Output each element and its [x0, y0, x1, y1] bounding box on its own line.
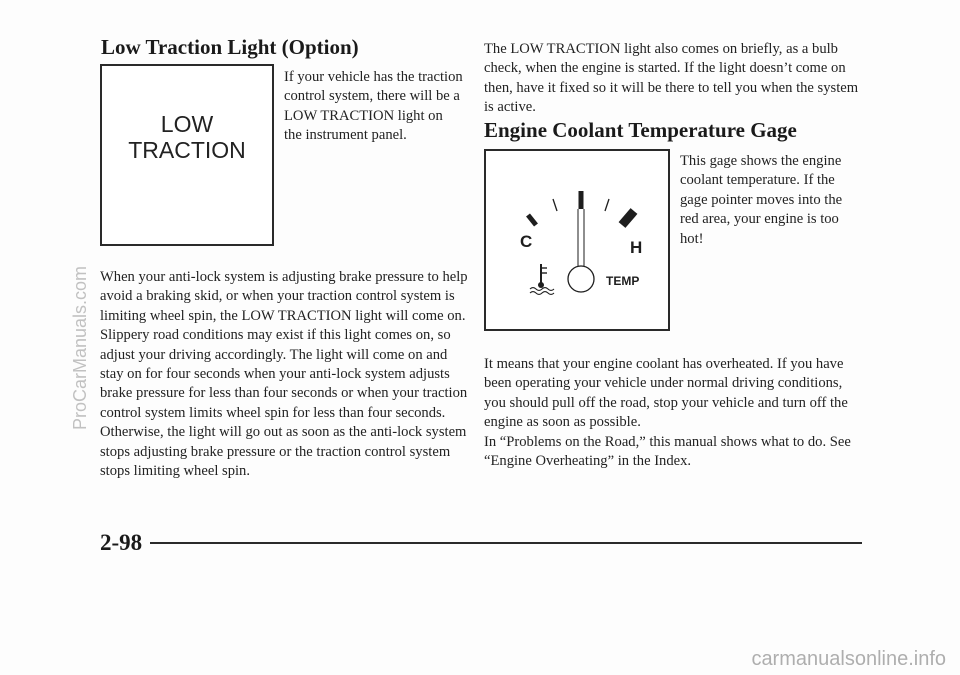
overheat-paragraph: It means that your engine coolant has overheated. If you have been operating your vehicle under normal driving conditions, you should pull off the road, stop your vehicle and turn off the engine as soon as possible. [484, 356, 848, 431]
gauge-red-zone [622, 211, 634, 225]
low-traction-line1: LOW [160, 111, 214, 137]
gauge-cold-label: C [520, 232, 533, 251]
coolant-thermometer-icon [530, 264, 554, 295]
gauge-temp-label: TEMP [606, 274, 640, 288]
side-watermark-text: ProCarManuals.com [70, 265, 90, 430]
gauge-hot-label: H [630, 238, 643, 257]
coolant-gauge-text: This gage shows the engine coolant temperature. If the gage pointer moves into the red area, your engine is too hot! [680, 153, 843, 247]
problems-on-road-paragraph: In “Problems on the Road,” this manual shows what to do. See “Engine Overheating” in the Index. [484, 434, 851, 470]
coolant-gauge-figure [484, 149, 670, 331]
low-traction-line2: TRACTION [128, 137, 246, 163]
coolant-gauge-illustration [486, 151, 668, 329]
low-traction-light-figure [100, 64, 274, 246]
gauge-tick-cold [528, 215, 536, 225]
low-traction-intro: If your vehicle has the traction control system, there will be a LOW TRACTION light on the instrument panel. [284, 69, 463, 144]
low-traction-heading: Low Traction Light (Option) [101, 35, 359, 59]
coolant-gage-heading: Engine Coolant Temperature Gage [484, 118, 797, 142]
gauge-tick-1 [553, 199, 557, 211]
bulb-check-paragraph: The LOW TRACTION light also comes on briefly, as a bulb check, when the engine is started. If the light doesn’t come on then, have it fixed so it will be there to tell you when the system is active. [484, 41, 859, 116]
gauge-pivot [568, 266, 594, 292]
low-traction-indicator [102, 111, 272, 163]
bottom-watermark: carmanualsonline.info [751, 648, 946, 670]
gauge-tick-3 [605, 199, 609, 211]
page-number: 2-98 [100, 530, 143, 555]
footer-rule [150, 542, 862, 544]
low-traction-paragraph: When your anti-lock system is adjusting brake pressure to help avoid a braking skid, or when your traction control system is limiting wheel spin, the LOW TRACTION light will come on. Slippery road conditions may exist if this light comes on, so adjust your driving accordingly. The light will come on and stay on for four seconds when your anti-lock system adjusts brake pressure for less than four seconds or when your traction control system limits wheel spin for less than four seconds. Otherwise, the light will go out as soon as the anti-lock system stops adjusting brake pressure or the traction control system stops limiting wheel spin. [100, 269, 468, 480]
